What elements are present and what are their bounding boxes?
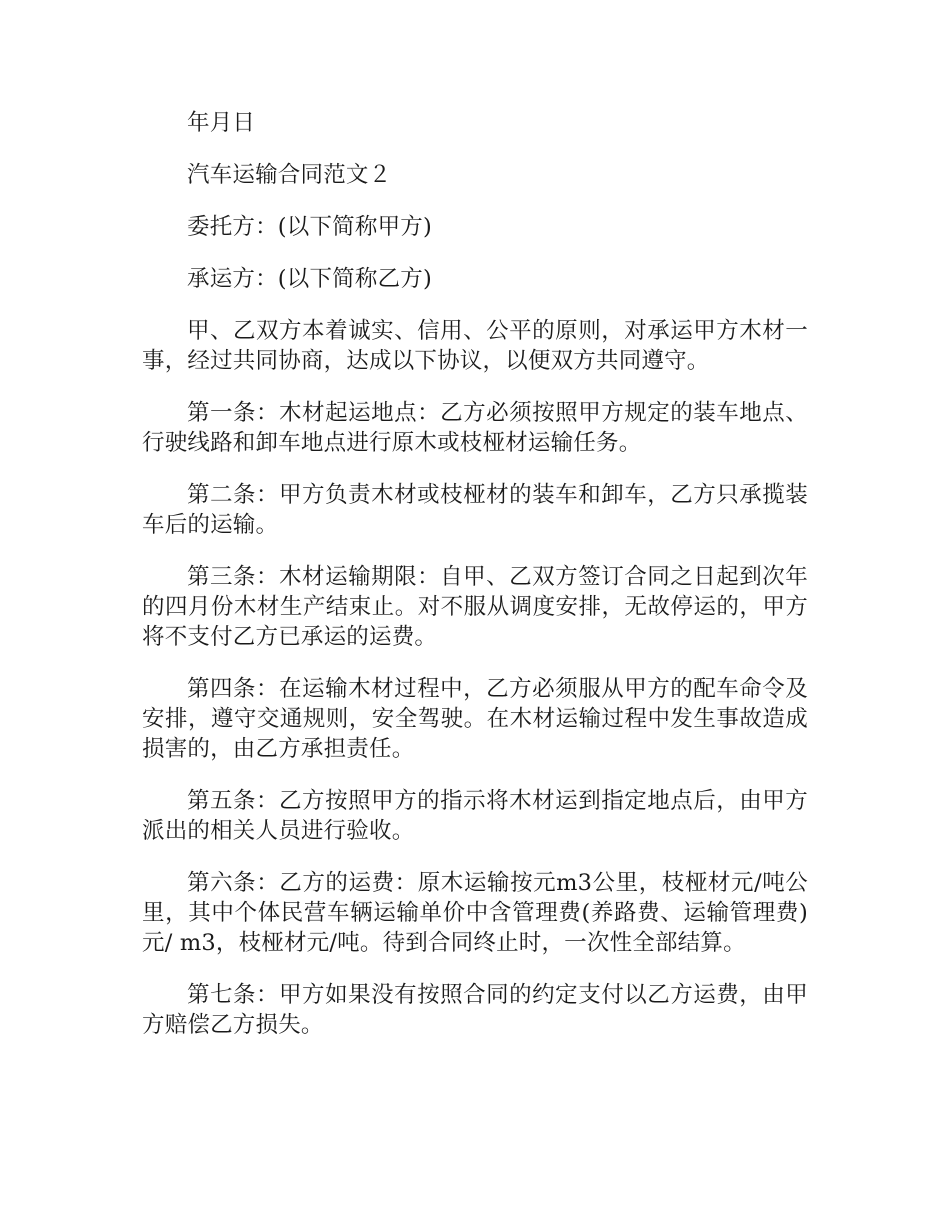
preamble-paragraph: 甲、乙双方本着诚实、信用、公平的原则，对承运甲方木材一事，经过共同协商，达成以下协议，以便双方共同遵守。: [142, 318, 808, 374]
article-5: 第五条：乙方按照甲方的指示将木材运到指定地点后，由甲方派出的相关人员进行验收。: [142, 788, 808, 844]
carrier-line: 承运方：(以下简称乙方): [187, 266, 432, 292]
date-line: 年月日: [187, 110, 256, 136]
article-4: 第四条：在运输木材过程中，乙方必须服从甲方的配车命令及安排，遵守交通规则，安全驾驶。在木材运输过程中发生事故造成损害的，由乙方承担责任。: [142, 676, 808, 762]
document-body: [142, 108, 808, 1062]
article-7: 第七条：甲方如果没有按照合同的约定支付以乙方运费，由甲方赔偿乙方损失。: [142, 982, 808, 1038]
article-2: 第二条：甲方负责木材或枝桠材的装车和卸车，乙方只承揽装车后的运输。: [142, 482, 808, 538]
article-6: 第六条：乙方的运费：原木运输按元m3公里，枝桠材元/吨公里，其中个体民营车辆运输单价中含管理费(养路费、运输管理费)元/ m3，枝桠材元/吨。待到合同终止时，一次性全部结算。: [142, 870, 808, 956]
article-1: 第一条：木材起运地点：乙方必须按照甲方规定的装车地点、行驶线路和卸车地点进行原木或枝桠材运输任务。: [142, 400, 808, 456]
document-title: 汽车运输合同范文２: [187, 162, 392, 188]
article-3: 第三条：木材运输期限：自甲、乙双方签订合同之日起到次年的四月份木材生产结束止。对不服从调度安排，无故停运的，甲方将不支付乙方已承运的运费。: [142, 564, 808, 650]
consignor-line: 委托方：(以下简称甲方): [187, 214, 432, 240]
